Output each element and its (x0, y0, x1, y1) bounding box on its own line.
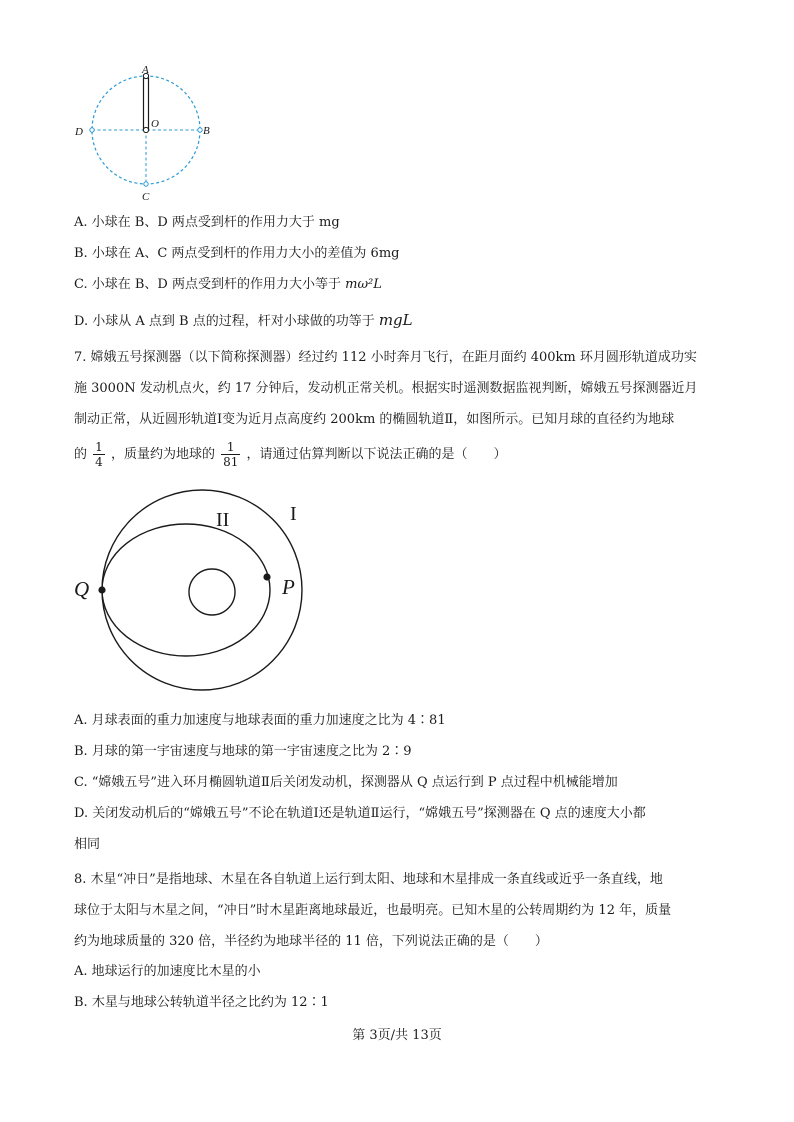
orbit-two-ellipse (102, 524, 270, 656)
orbit-figure (68, 486, 328, 712)
fraction-one-quarter: $\frac{1}{4}$ (95, 440, 103, 469)
q7-line-4-suffix: ，请通过估算判断以下说法正确的是（ ） (246, 447, 507, 462)
page-number-footer: 第 3页/共 13页 (352, 1028, 442, 1043)
point-p-label: P (282, 575, 295, 599)
q6-option-d (74, 311, 413, 331)
point-d (90, 128, 94, 132)
q6-option-d-text: D. 小球从 A 点到 B 点的过程，杆对小球做的功等于 (74, 314, 379, 329)
q7-option-b: B. 月球的第一宇宙速度与地球的第一宇宙速度之比为 2∶9 (74, 744, 412, 759)
q6-option-c-text: C. 小球在 B、D 两点受到杆的作用力大小等于 (74, 277, 346, 292)
q7-option-d-line-1: D. 关闭发动机后的“嫦娥五号”不论在轨道Ⅰ还是轨道Ⅱ运行，“嫦娥五号”探测器在 Q 点的速度大小都 (74, 806, 646, 821)
label-a: A (142, 64, 149, 76)
orbit-two-label: II (216, 509, 230, 531)
point-p-dot (263, 573, 270, 580)
q6-option-c-expr: mω²L (345, 277, 382, 292)
point-o (143, 127, 148, 132)
q7-line-4-mid: ，质量约为地球的 (110, 447, 215, 462)
q7-line-4-prefix: 的 (74, 447, 88, 462)
q6-option-c (74, 276, 382, 294)
q8-line-2: 球位于太阳与木星之间，“冲日”时木星距离地球最近，也最明亮。已知木星的公转周期约为 12 年，质量 (74, 903, 672, 918)
label-c: C (142, 191, 150, 202)
moon-circle (189, 569, 235, 615)
q8-option-a: A. 地球运行的加速度比木星的小 (74, 964, 261, 979)
point-b (198, 128, 202, 132)
q7-line-4 (74, 438, 507, 472)
q7-line-1: 7. 嫦娥五号探测器（以下简称探测器）经过约 112 小时奔月飞行，在距月面约 400km 环月圆形轨道成功实 (74, 350, 697, 365)
q7-option-a: A. 月球表面的重力加速度与地球表面的重力加速度之比为 4∶81 (74, 713, 446, 728)
orbit-one-circle (102, 490, 302, 690)
rod (144, 78, 149, 130)
orbit-one-label: I (290, 503, 297, 525)
q8-line-3: 约为地球质量的 320 倍，半径约为地球半径的 11 倍，下列说法正确的是（ ） (74, 934, 548, 949)
label-d: D (75, 126, 83, 138)
label-b: B (203, 125, 210, 137)
q7-option-c: C. “嫦娥五号”进入环月椭圆轨道Ⅱ后关闭发动机，探测器从 Q 点运行到 P 点过程中机械能增加 (74, 775, 618, 790)
q6-option-d-expr: mgL (378, 311, 413, 329)
point-c (144, 182, 148, 186)
label-o: O (151, 118, 159, 130)
q7-line-2: 施 3000N 发动机点火，约 17 分钟后，发动机正常关机。根据实时遥测数据监视判断，嫦娥五号探测器近月 (74, 381, 698, 396)
q6-option-a: A. 小球在 B、D 两点受到杆的作用力大于 mg (74, 215, 340, 230)
point-q-dot (98, 586, 105, 593)
fraction-one-eightyone: $\frac{1}{81}$ (223, 440, 239, 469)
q8-line-1: 8. 木星“冲日”是指地球、木星在各自轨道上运行到太阳、地球和木星排成一条直线或近乎一条直线，地 (74, 872, 663, 887)
rod-circle-figure (70, 62, 220, 202)
q6-option-b: B. 小球在 A、C 两点受到杆的作用力大小的差值为 6mg (74, 246, 400, 261)
q7-option-d-line-2: 相同 (74, 837, 101, 852)
q7-line-3: 制动正常，从近圆形轨道Ⅰ变为近月点高度约 200km 的椭圆轨道Ⅱ，如图所示。已知月球的直径约为地球 (74, 412, 675, 427)
q8-option-b: B. 木星与地球公转轨道半径之比约为 12∶1 (74, 995, 329, 1010)
point-q-label: Q (74, 577, 90, 601)
